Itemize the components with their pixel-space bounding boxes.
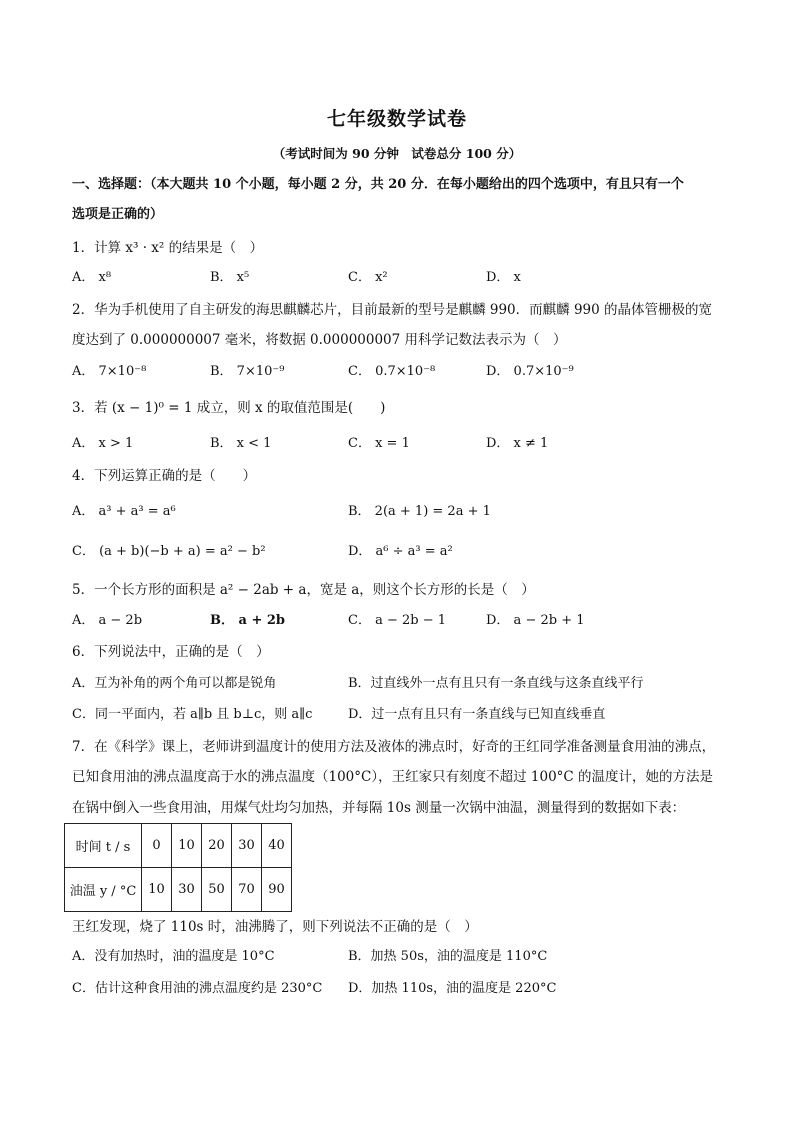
question-3-stem: 3．若 (x − 1)⁰ = 1 成立，则 x 的取值范围是( ) [72, 400, 386, 416]
q5-option-b: B． a + 2b [210, 613, 286, 628]
question-4-stem: 4．下列运算正确的是（ ） [72, 468, 257, 484]
section-heading-line2: 选项是正确的） [72, 207, 164, 222]
question-2-stem-line1: 2．华为手机使用了自主研发的海思麒麟芯片，目前最新的型号是麒麟 990．而麒麟 990 的晶体管栅极的宽 [72, 302, 712, 318]
question-7-stem-line1: 7．在《科学》课上，老师讲到温度计的使用方法及液体的沸点时，好奇的王红同学准备测量食用油的沸点， [72, 739, 716, 755]
table-row-label: 油温 y / °C [65, 868, 142, 912]
q1-option-a: A． x⁸ [72, 270, 112, 285]
q3-option-b: B． x < 1 [210, 436, 272, 451]
q4-option-c: C． (a + b)(−b + a) = a² − b² [72, 544, 266, 559]
q5-option-a: A． a − 2b [72, 613, 143, 628]
table-cell: 30 [232, 824, 262, 868]
q2-option-d: D． 0.7×10⁻⁹ [486, 364, 574, 379]
q7-option-b: B．加热 50s，油的温度是 110°C [348, 949, 548, 964]
q1-option-d: D． x [486, 270, 521, 285]
q5-option-d: D． a − 2b + 1 [486, 613, 585, 628]
question-6-stem: 6．下列说法中，正确的是（ ） [72, 644, 270, 660]
table-cell: 20 [202, 824, 232, 868]
table-row-label: 时间 t / s [65, 824, 142, 868]
q2-option-b: B． 7×10⁻⁹ [210, 364, 285, 379]
section-heading [72, 170, 732, 230]
q7-option-c: C．估计这种食用油的沸点温度约是 230°C [72, 981, 323, 996]
q3-option-a: A． x > 1 [72, 436, 134, 451]
q3-option-d: D． x ≠ 1 [486, 436, 549, 451]
table-cell: 10 [142, 868, 172, 912]
section-heading-line1: 一、选择题：（本大题共 10 个小题，每小题 2 分，共 20 分．在每小题给出的四个选项中，有且只有一个 [72, 177, 684, 192]
q3-option-c: C． x = 1 [348, 436, 410, 451]
q4-option-d: D． a⁶ ÷ a³ = a² [348, 544, 453, 559]
q1-option-c: C． x² [348, 270, 388, 285]
q7-option-a: A．没有加热时，油的温度是 10°C [72, 949, 275, 964]
q7-option-d: D．加热 110s，油的温度是 220°C [348, 981, 557, 996]
table-cell: 0 [142, 824, 172, 868]
q6-option-d: D．过一点有且只有一条直线与已知直线垂直 [348, 707, 606, 722]
question-1-stem: 1．计算 x³ · x² 的结果是（ ） [72, 240, 264, 256]
temperature-table [64, 823, 292, 912]
q6-option-a: A．互为补角的两个角可以都是锐角 [72, 676, 277, 691]
table-row [65, 824, 292, 868]
table-row [65, 868, 292, 912]
table-cell: 30 [172, 868, 202, 912]
q5-option-c: C． a − 2b − 1 [348, 613, 447, 628]
q4-option-a: A． a³ + a³ = a⁶ [72, 504, 176, 519]
q6-option-b: B．过直线外一点有且只有一条直线与这条直线平行 [348, 676, 644, 691]
exam-info: （考试时间为 90 分钟 试卷总分 100 分） [272, 146, 522, 161]
table-cell: 70 [232, 868, 262, 912]
table-cell: 40 [262, 824, 292, 868]
page-title: 七年级数学试卷 [326, 108, 467, 130]
question-7-followup: 王红发现，烧了 110s 时，油沸腾了，则下列说法不正确的是（ ） [72, 919, 478, 935]
table-cell: 50 [202, 868, 232, 912]
q2-option-c: C． 0.7×10⁻⁸ [348, 364, 436, 379]
question-5-stem: 5．一个长方形的面积是 a² − 2ab + a，宽是 a，则这个长方形的长是（ ） [72, 582, 535, 598]
question-7-stem-line3: 在锅中倒入一些食用油，用煤气灶均匀加热，并每隔 10s 测量一次锅中油温，测量得到的数据如下表： [72, 800, 686, 816]
table-cell: 10 [172, 824, 202, 868]
table-cell: 90 [262, 868, 292, 912]
q2-option-a: A． 7×10⁻⁸ [72, 364, 147, 379]
question-7-stem-line2: 已知食用油的沸点温度高于水的沸点温度（100°C），王红家只有刻度不超过 100°C 的温度计，她的方法是 [72, 769, 714, 785]
q6-option-c: C．同一平面内，若 a∥b 且 b⊥c，则 a∥c [72, 707, 313, 722]
q1-option-b: B． x⁵ [210, 270, 250, 285]
question-2-stem-line2: 度达到了 0.000000007 毫米，将数据 0.000000007 用科学记数法表示为（ ） [72, 332, 567, 348]
q4-option-b: B． 2(a + 1) = 2a + 1 [348, 504, 491, 519]
